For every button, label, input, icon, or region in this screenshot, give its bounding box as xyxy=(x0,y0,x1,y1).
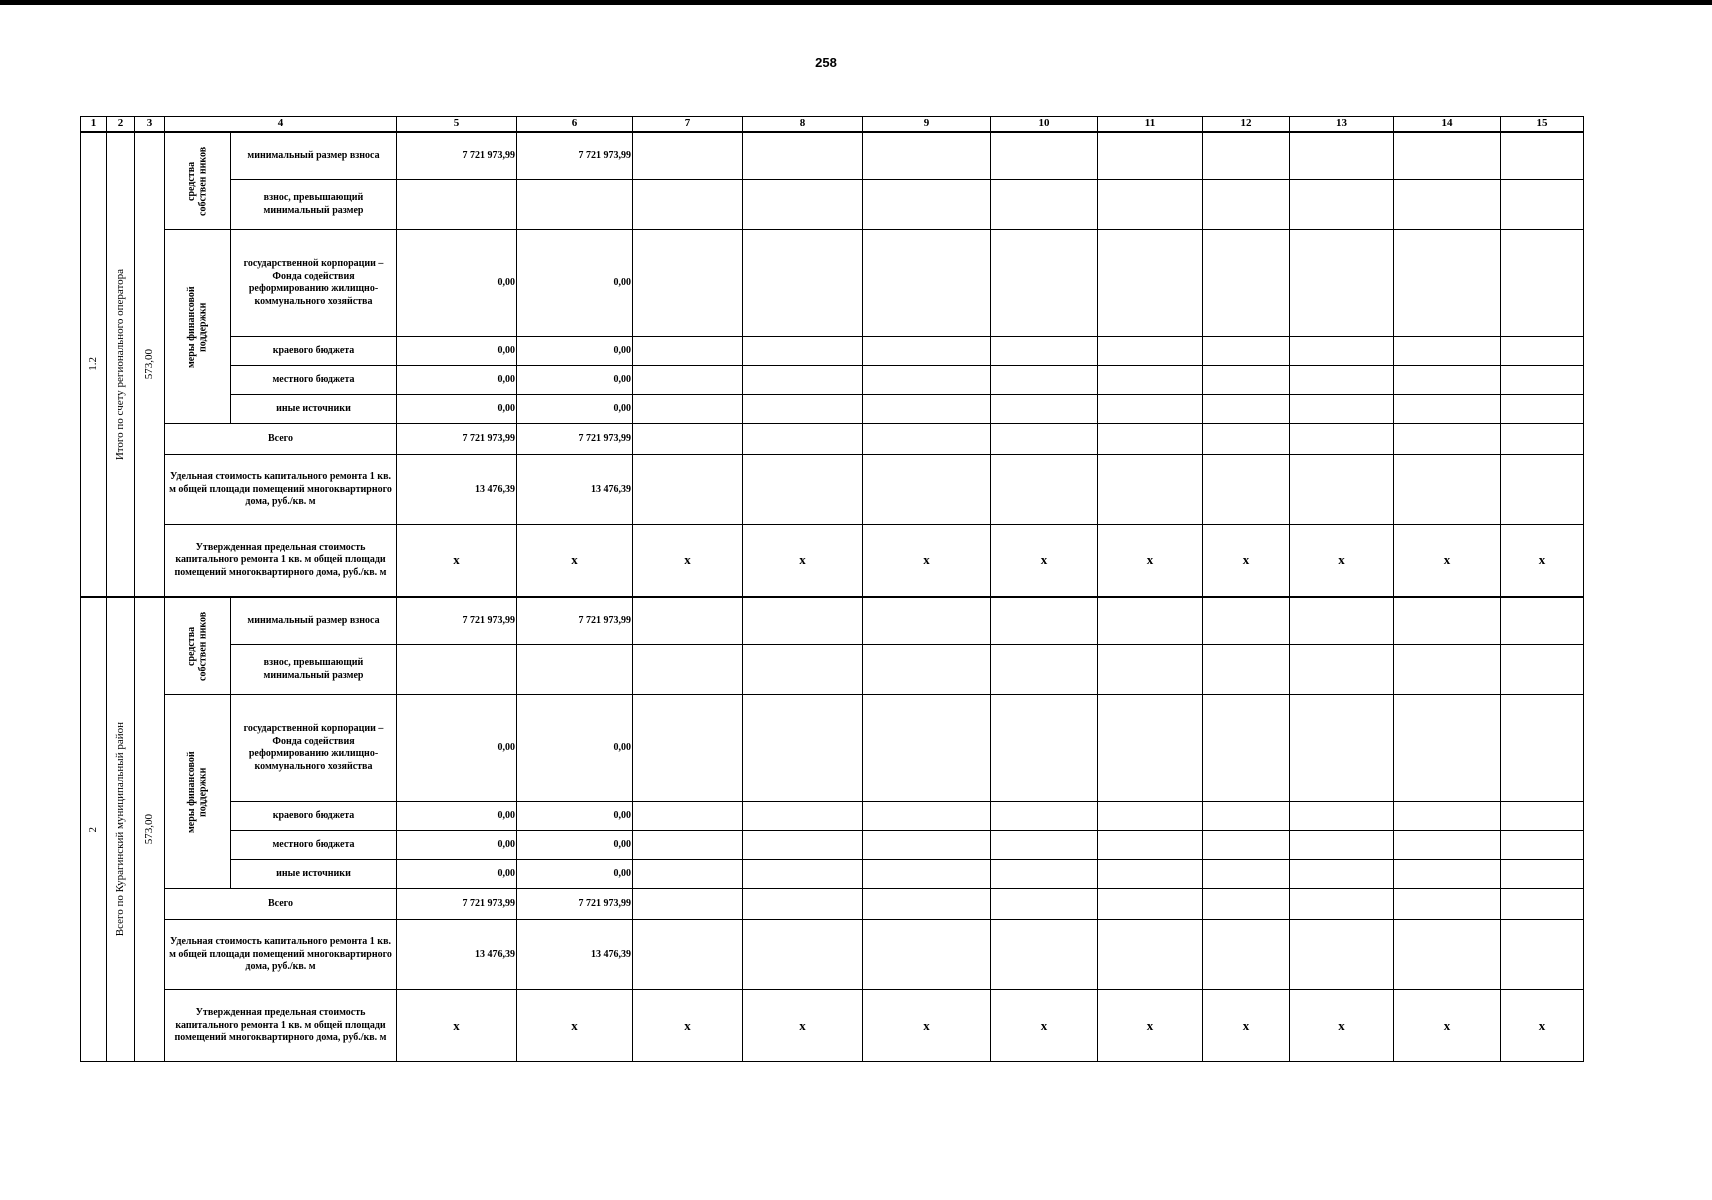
table-row xyxy=(81,455,1584,525)
x-mark: x xyxy=(743,990,863,1062)
col-header-13: 13 xyxy=(1290,117,1394,132)
row-label: государственной корпорации – Фонда содействия реформированию жилищно-коммунального хозяйства xyxy=(231,230,397,337)
group-owner-funds: средства собствен ников xyxy=(165,132,231,230)
col-header-11: 11 xyxy=(1098,117,1203,132)
row-label: местного бюджета xyxy=(231,831,397,860)
value-cell: 0,00 xyxy=(517,831,633,860)
table-row xyxy=(81,889,1584,920)
value-cell: 0,00 xyxy=(397,395,517,424)
x-mark: x xyxy=(633,990,743,1062)
value-cell: 0,00 xyxy=(517,860,633,889)
value-cell: 0,00 xyxy=(517,337,633,366)
row-label: взнос, превышающий минимальный размер xyxy=(231,645,397,695)
col-header-15: 15 xyxy=(1501,117,1584,132)
table-row xyxy=(81,424,1584,455)
row-label: государственной корпорации – Фонда содействия реформированию жилищно-коммунального хозяйства xyxy=(231,695,397,802)
x-mark: x xyxy=(1203,990,1290,1062)
table-row xyxy=(81,132,1584,180)
row-label: минимальный размер взноса xyxy=(231,597,397,645)
x-mark: x xyxy=(863,525,991,597)
row-label-unit-cost: Удельная стоимость капитального ремонта 1 кв. м общей площади помещений многоквартирного дома, руб./кв. м xyxy=(165,455,397,525)
column-number-row xyxy=(81,117,1584,132)
x-mark: x xyxy=(1394,525,1501,597)
value-cell: 13 476,39 xyxy=(397,455,517,525)
x-mark: x xyxy=(1501,990,1584,1062)
table-row xyxy=(81,860,1584,889)
table-row xyxy=(81,695,1584,802)
col-header-8: 8 xyxy=(743,117,863,132)
col-header-14: 14 xyxy=(1394,117,1501,132)
capital-repair-table xyxy=(80,116,1584,1062)
x-mark: x xyxy=(1203,525,1290,597)
table-row xyxy=(81,337,1584,366)
table-row xyxy=(81,831,1584,860)
x-mark: x xyxy=(633,525,743,597)
table-row xyxy=(81,366,1584,395)
x-mark: x xyxy=(1098,525,1203,597)
value-cell: 0,00 xyxy=(397,802,517,831)
group-owner-funds: средства собствен ников xyxy=(165,597,231,695)
value-cell: 0,00 xyxy=(517,802,633,831)
x-mark: x xyxy=(397,990,517,1062)
value-cell: 0,00 xyxy=(397,366,517,395)
value-cell: 0,00 xyxy=(397,230,517,337)
table-row xyxy=(81,597,1584,645)
value-cell: 0,00 xyxy=(397,831,517,860)
x-mark: x xyxy=(743,525,863,597)
table-row xyxy=(81,180,1584,230)
value-cell: 7 721 973,99 xyxy=(397,597,517,645)
x-mark: x xyxy=(517,525,633,597)
row-label-unit-cost: Удельная стоимость капитального ремонта 1 кв. м общей площади помещений многоквартирного дома, руб./кв. м xyxy=(165,920,397,990)
x-mark: x xyxy=(1290,525,1394,597)
x-mark: x xyxy=(1394,990,1501,1062)
col-header-6: 6 xyxy=(517,117,633,132)
col-header-5: 5 xyxy=(397,117,517,132)
section-number: 2 xyxy=(81,597,107,1062)
section-name: Всего по Курагинский муниципальный район xyxy=(107,597,135,1062)
value-cell: 7 721 973,99 xyxy=(397,424,517,455)
value-cell: 13 476,39 xyxy=(517,455,633,525)
x-mark: x xyxy=(863,990,991,1062)
row-label-total: Всего xyxy=(165,424,397,455)
x-mark: x xyxy=(991,525,1098,597)
table-row xyxy=(81,230,1584,337)
x-mark: x xyxy=(991,990,1098,1062)
scan-top-border xyxy=(0,0,1712,5)
value-cell: 0,00 xyxy=(517,695,633,802)
value-cell: 7 721 973,99 xyxy=(397,132,517,180)
x-mark: x xyxy=(1501,525,1584,597)
row-label: иные источники xyxy=(231,860,397,889)
row-label-limit-cost: Утвержденная предельная стоимость капитального ремонта 1 кв. м общей площади помещений многоквартирного дома, руб./кв. м xyxy=(165,525,397,597)
table-row xyxy=(81,802,1584,831)
x-mark: x xyxy=(1290,990,1394,1062)
row-label-limit-cost: Утвержденная предельная стоимость капитального ремонта 1 кв. м общей площади помещений многоквартирного дома, руб./кв. м xyxy=(165,990,397,1062)
col-header-1: 1 xyxy=(81,117,107,132)
section-area: 573,00 xyxy=(135,132,165,597)
value-cell: 7 721 973,99 xyxy=(517,597,633,645)
x-mark: x xyxy=(517,990,633,1062)
row-label: краевого бюджета xyxy=(231,337,397,366)
row-label: местного бюджета xyxy=(231,366,397,395)
section-name: Итого по счету регионального оператора xyxy=(107,132,135,597)
col-header-2: 2 xyxy=(107,117,135,132)
section-number: 1.2 xyxy=(81,132,107,597)
value-cell: 7 721 973,99 xyxy=(517,424,633,455)
col-header-10: 10 xyxy=(991,117,1098,132)
value-cell: 13 476,39 xyxy=(397,920,517,990)
col-header-7: 7 xyxy=(633,117,743,132)
col-header-4: 4 xyxy=(165,117,397,132)
value-cell: 0,00 xyxy=(397,337,517,366)
col-header-9: 9 xyxy=(863,117,991,132)
row-label: взнос, превышающий минимальный размер xyxy=(231,180,397,230)
value-cell: 7 721 973,99 xyxy=(517,132,633,180)
table-row xyxy=(81,920,1584,990)
table-row xyxy=(81,525,1584,597)
value-cell: 0,00 xyxy=(517,395,633,424)
value-cell: 13 476,39 xyxy=(517,920,633,990)
value-cell: 7 721 973,99 xyxy=(517,889,633,920)
page-number: 258 xyxy=(815,55,837,70)
col-header-12: 12 xyxy=(1203,117,1290,132)
row-label: краевого бюджета xyxy=(231,802,397,831)
col-header-3: 3 xyxy=(135,117,165,132)
x-mark: x xyxy=(1098,990,1203,1062)
section-area: 573,00 xyxy=(135,597,165,1062)
row-label: минимальный размер взноса xyxy=(231,132,397,180)
table-row xyxy=(81,990,1584,1062)
row-label: иные источники xyxy=(231,395,397,424)
row-label-total: Всего xyxy=(165,889,397,920)
value-cell: 0,00 xyxy=(517,230,633,337)
table-row xyxy=(81,395,1584,424)
x-mark: x xyxy=(397,525,517,597)
value-cell: 7 721 973,99 xyxy=(397,889,517,920)
group-financial-support: меры финансовой поддержки xyxy=(165,695,231,889)
value-cell: 0,00 xyxy=(517,366,633,395)
value-cell: 0,00 xyxy=(397,695,517,802)
group-financial-support: меры финансовой поддержки xyxy=(165,230,231,424)
value-cell: 0,00 xyxy=(397,860,517,889)
table-row xyxy=(81,645,1584,695)
